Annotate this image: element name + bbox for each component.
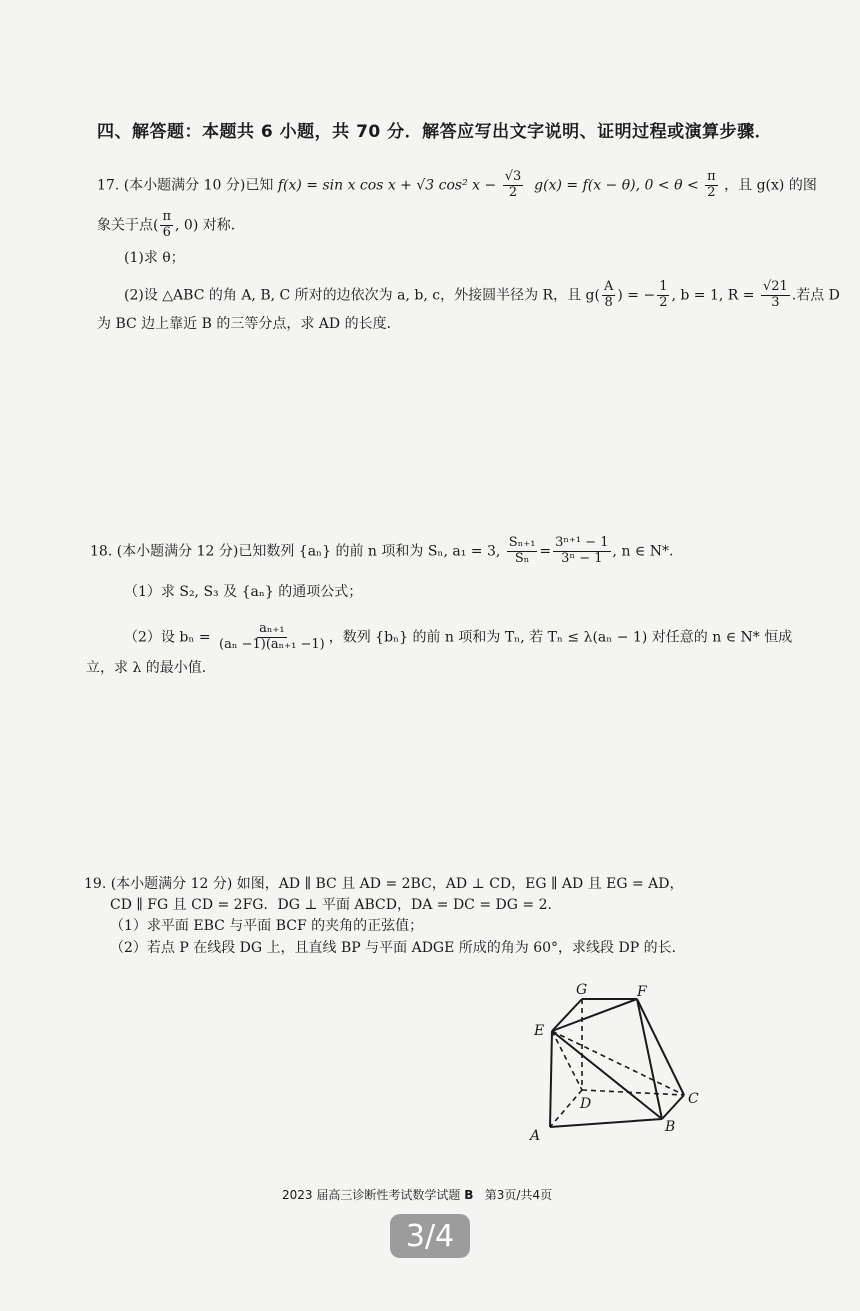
edge-EA (550, 1031, 552, 1127)
q17-line4: 为 BC 边上靠近 B 的三等分点，求 AD 的长度． (97, 316, 401, 332)
edge-EF (552, 999, 637, 1031)
edge-BC (662, 1095, 684, 1119)
edge-DC (582, 1090, 684, 1095)
q18-line4: 立，求 λ 的最小值． (86, 660, 216, 676)
edge-ED (552, 1031, 582, 1090)
q17-intro: (本小题满分 10 分)已知 (123, 177, 274, 194)
q18-part2-fraction: $\frac{\text{aₙ₊₁}}{\text{(aₙ −1)(aₙ₊₁ −1)}}$ (219, 621, 325, 652)
section-heading: 四、解答题：本题共 6 小题，共 70 分．解答应写出文字说明、证明过程或演算步骤． (97, 122, 773, 142)
page-footer (282, 1186, 552, 1203)
footer-variant: B (464, 1188, 474, 1202)
q17-part2-fraction-half: $\frac{1}{2}$ (659, 279, 668, 310)
q17-g-expr: g(x) = f(x − θ), 0 < θ < (534, 177, 699, 194)
q17-f-expr: f(x) = sin x cos x + √3 cos² x − (277, 177, 497, 194)
q17-point-fraction: $\frac{\pi}{6}$ (162, 209, 172, 240)
q17-line2: 象关于点( $\frac{\pi}{6}$ , 0) 对称． (97, 209, 245, 240)
footer-title: 2023 届高三诊断性考试数学试题 (282, 1188, 461, 1202)
q18-fraction-3n: $\frac{\text{3ⁿ⁺¹ − 1}}{\text{3ⁿ − 1}}$ (555, 535, 609, 566)
edge-EC (552, 1031, 684, 1095)
q17-part2: (2)设 △ABC 的角 A, B, C 所对的边依次为 a, b, c，外接圆半径为 R，且 g( $\frac{A}{8}$ ) = − $\frac{1}{2}$ , b = 1, R = $\frac{√21}{3}$ .若点 D (124, 279, 840, 310)
q17-part2-fraction-a: $\frac{A}{8}$ (603, 279, 614, 310)
q17-part2-fraction-r: $\frac{√21}{3}$ (762, 279, 788, 310)
edge-AB (550, 1119, 662, 1127)
q17-number: 17. (97, 177, 120, 194)
label-D: D (580, 1096, 592, 1112)
q18-number: 18. (90, 543, 113, 560)
q18-line1: 18. (本小题满分 12 分)已知数列 {aₙ} 的前 n 项和为 Sₙ, a₁ = 3, $\frac{\text{Sₙ₊₁}}{\text{Sₙ}}$ = $\frac{\text{3ⁿ⁺¹ − 1}}{\text{3ⁿ − 1}}$ , n ∈ N*. (90, 535, 674, 566)
q19-line2: CD ∥ FG 且 CD = 2FG．DG ⊥ 平面 ABCD，DA = DC = DG = 2． (110, 897, 562, 913)
q17-tail: ，且 g(x) 的图 (724, 177, 817, 194)
page-indicator[interactable]: 3/4 (390, 1214, 470, 1258)
q17-f-fraction: $\frac{√3}{2}$ (504, 169, 522, 200)
label-E: E (534, 1023, 545, 1039)
q17-line1 (97, 170, 817, 201)
edge-FC (637, 999, 684, 1095)
label-B: B (665, 1119, 676, 1135)
label-G: G (576, 982, 588, 998)
geometry-figure (520, 975, 710, 1145)
q18-part2: （2）设 bₙ = $\frac{\text{aₙ₊₁}}{\text{(aₙ −1)(aₙ₊₁ −1)}}$ ，数列 {bₙ} 的前 n 项和为 Tₙ, 若 Tₙ ≤ λ(aₙ − 1) 对任意的 n ∈ N* 恒成 (124, 621, 793, 652)
q19-part1: （1）求平面 EBC 与平面 BCF 的夹角的正弦值； (110, 918, 424, 934)
label-C: C (688, 1091, 699, 1107)
q17-part1: (1)求 θ； (124, 250, 185, 266)
q19-part2: （2）若点 P 在线段 DG 上，且直线 BP 与平面 ADGE 所成的角为 60°，求线段 DP 的长． (110, 940, 686, 956)
q19-line1: 19. (本小题满分 12 分) 如图，AD ∥ BC 且 AD = 2BC，AD ⊥ CD，EG ∥ AD 且 EG = AD， (84, 876, 684, 892)
label-A: A (530, 1128, 541, 1144)
q17-g-fraction: $\frac{\pi}{2}$ (707, 169, 716, 200)
q18-fraction-s: $\frac{\text{Sₙ₊₁}}{\text{Sₙ}}$ (508, 535, 536, 566)
label-F: F (637, 984, 647, 1000)
footer-page: 第3页/共4页 (484, 1188, 553, 1202)
q18-part1: （1）求 S₂, S₃ 及 {aₙ} 的通项公式； (124, 584, 363, 600)
edge-DA (550, 1090, 582, 1127)
